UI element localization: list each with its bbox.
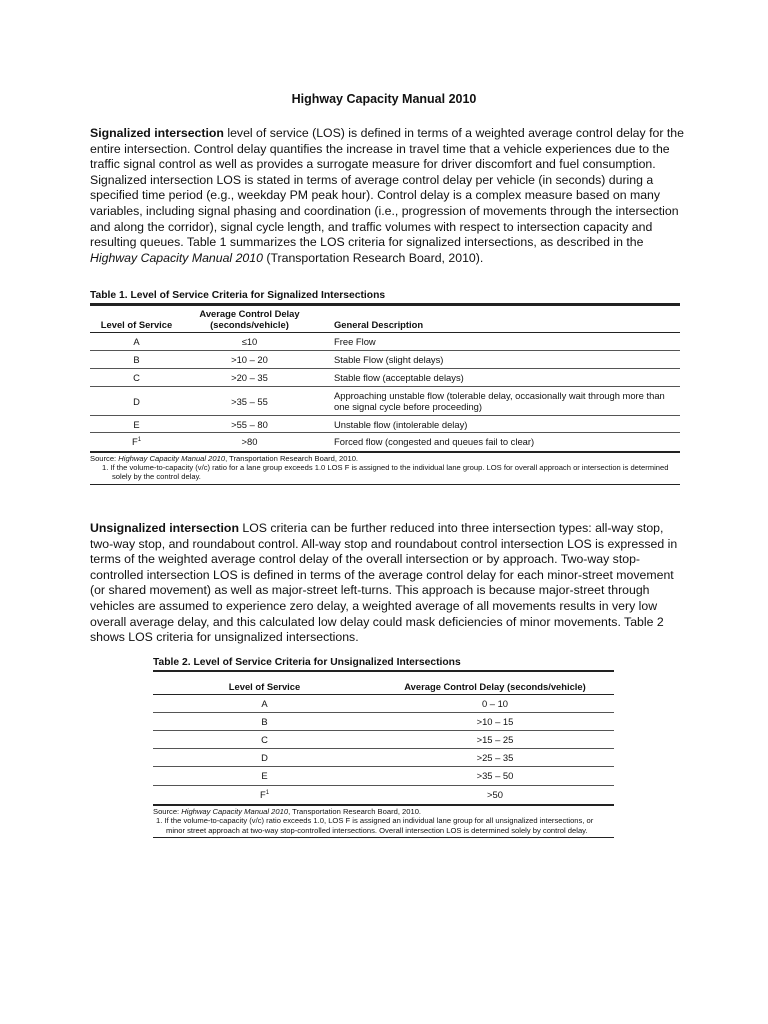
table-1-cell-delay: >35 – 55 (183, 387, 316, 416)
table-row (153, 766, 614, 785)
table-1-caption: Table 1. Level of Service Criteria for Signalized Intersections (90, 290, 680, 304)
table-2-header-los: Level of Service (153, 672, 376, 694)
table-2-cell-delay: >35 – 50 (376, 766, 614, 785)
table-1-cell-desc: Stable Flow (slight delays) (316, 351, 680, 369)
table-row (153, 730, 614, 748)
table-2-cell-los: E (153, 766, 376, 785)
table-1-cell-los: A (90, 333, 183, 351)
table-2-cell-los: $F^1$ (153, 785, 376, 805)
table-1-cell-desc: Approaching unstable flow (tolerable delay, occasionally wait through more than one signal cycle before proceeding) (316, 387, 680, 416)
table-row (90, 351, 680, 369)
table-1-cell-los: C (90, 369, 183, 387)
table-1-cell-delay: ≤10 (183, 333, 316, 351)
table-2-header-delay: Average Control Delay (seconds/vehicle) (376, 672, 614, 694)
table-1-cell-los: $F^1$ (90, 433, 183, 452)
table-row (153, 785, 614, 805)
table-1 (90, 290, 680, 485)
table-1-grid (90, 304, 680, 453)
table-2-notes (153, 806, 614, 838)
table-row (90, 333, 680, 351)
table-2-cell-los: D (153, 748, 376, 766)
table-row (90, 369, 680, 387)
unsignalized-lead: Unsignalized intersection (90, 521, 239, 535)
table-2-grid (153, 672, 614, 806)
table-1-header-los: Level of Service (90, 305, 183, 333)
table-row (90, 433, 680, 452)
footnote-marker: 1 (137, 437, 142, 444)
table-1-cell-desc: Unstable flow (intolerable delay) (316, 416, 680, 433)
table-1-header-desc: General Description (316, 305, 680, 333)
table-2-cell-los: A (153, 694, 376, 712)
unsignalized-paragraph (90, 521, 690, 646)
signalized-italic-ref: Highway Capacity Manual 2010 (90, 250, 263, 265)
table-1-cell-delay: >80 (183, 433, 316, 452)
table-2-cell-delay: >50 (376, 785, 614, 805)
table-1-notes (90, 453, 680, 485)
signalized-text-a: level of service (LOS) is defined in terms of a weighted average control delay for the entire intersection. Control delay quantifies the increase in travel time that a vehicle experiences due to the traffic signal control as well as provides a surrogate measure for driver discomfort and fuel consumption. Signalized intersection LOS is stated in terms of average control delay per vehicle (in seconds) during a specified time period (e.g., weekday PM peak hour). Control delay is a complex measure based on many variables, including signal phasing and coordination (i.e., progression of movements through the intersection and along the corridor), signal cycle length, and traffic volumes with respect to intersection capacity and resulting queues. Table 1 summarizes the LOS criteria for signalized intersections, as described in the (90, 126, 684, 250)
table-row (153, 748, 614, 766)
table-1-cell-los: E (90, 416, 183, 433)
table-1-cell-delay: >55 – 80 (183, 416, 316, 433)
table-1-cell-los: B (90, 351, 183, 369)
table-1-cell-desc: Forced flow (congested and queues fail to clear) (316, 433, 680, 452)
unsignalized-text: LOS criteria can be further reduced into three intersection types: all-way stop, two-way stop, and roundabout control. All-way stop and roundabout control intersection LOS is expressed in terms of the weighted average control delay of the overall intersection or by approach. Two-way stop-controlled intersection LOS is defined in terms of the average control delay for each minor-street movement (or shared movement) as well as major-street left-turns. This approach is because major-street through vehicles are assumed to experience zero delay, a weighted average of all movements results in very low overall average delay, and this calculated low delay could mask deficiencies of minor movements. Table 2 shows LOS criteria for unsignalized intersections. (90, 521, 678, 645)
table-1-cell-delay: >20 – 35 (183, 369, 316, 387)
signalized-paragraph (90, 126, 690, 266)
table-row (153, 694, 614, 712)
document-title: Highway Capacity Manual 2010 (291, 92, 477, 106)
signalized-lead: Signalized intersection (90, 126, 224, 140)
signalized-text-b: (Transportation Research Board, 2010). (262, 250, 484, 265)
table-row (90, 416, 680, 433)
table-2-cell-delay: 0 – 10 (376, 694, 614, 712)
table-1-footnote: 1. If the volume-to-capacity (v/c) ratio for a lane group exceeds 1.0 LOS F is assigned to the individual lane group. LOS for overall approach or intersection is determined solely by the control delay. (102, 462, 669, 482)
table-1-cell-delay: >10 – 20 (183, 351, 316, 369)
table-2-source: Source: Highway Capacity Manual 2010, Transportation Research Board, 2010. (153, 807, 422, 816)
table-1-header-delay: Average Control Delay (seconds/vehicle) (183, 305, 316, 333)
table-1-source: Source: Highway Capacity Manual 2010, Transportation Research Board, 2010. (90, 453, 359, 463)
footnote-marker: 1 (265, 790, 270, 797)
table-row (153, 712, 614, 730)
table-2-cell-los: C (153, 730, 376, 748)
table-1-cell-desc: Stable flow (acceptable delays) (316, 369, 680, 387)
table-1-cell-desc: Free Flow (316, 333, 680, 351)
table-1-cell-los: D (90, 387, 183, 416)
table-2 (153, 657, 614, 838)
table-2-cell-delay: >25 – 35 (376, 748, 614, 766)
table-2-caption: Table 2. Level of Service Criteria for Unsignalized Intersections (153, 657, 614, 672)
table-2-cell-delay: >10 – 15 (376, 712, 614, 730)
table-row (90, 387, 680, 416)
table-2-cell-delay: >15 – 25 (376, 730, 614, 748)
table-2-footnote: 1. If the volume-to-capacity (v/c) ratio exceeds 1.0, LOS F is assigned an individual lane group for all unsignalized intersections, or minor street approach at two-way stop-controlled intersections. Overall intersection LOS is determined solely by control delay. (156, 816, 594, 835)
table-2-cell-los: B (153, 712, 376, 730)
